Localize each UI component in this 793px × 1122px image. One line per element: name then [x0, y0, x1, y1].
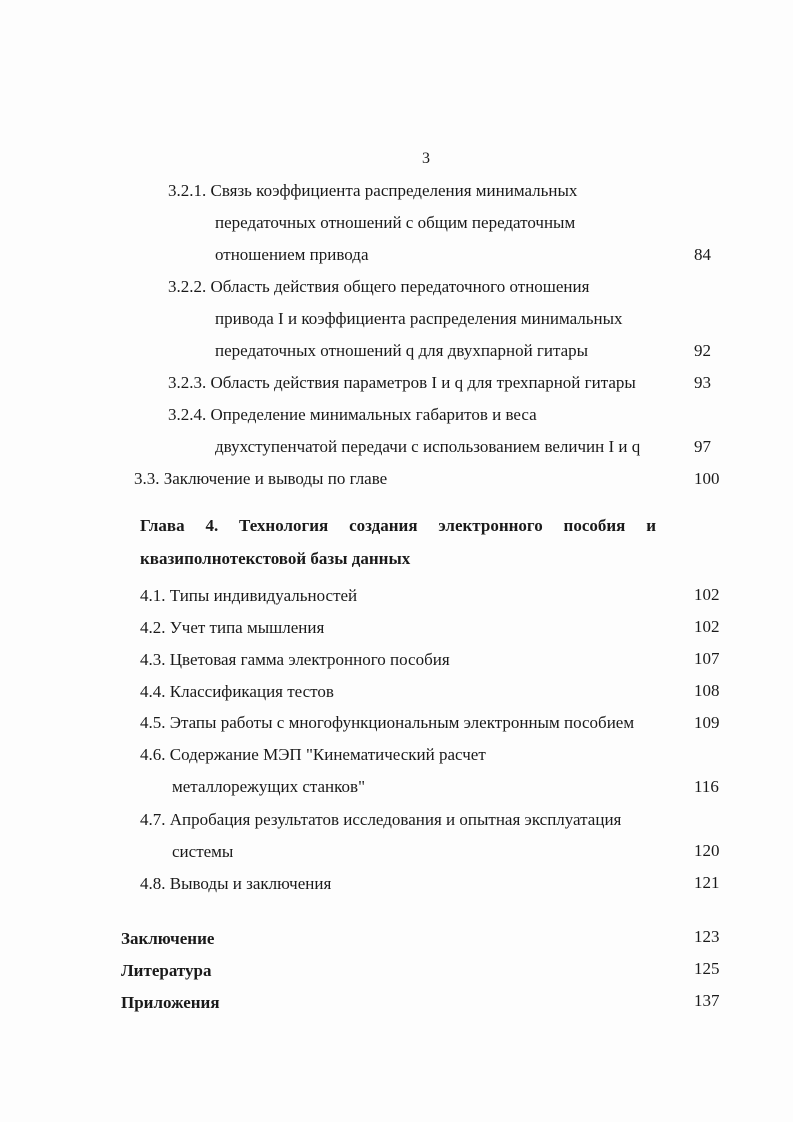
toc-entry-3-2-2-line2: привода I и коэффициента распределения минимальных [215, 309, 623, 328]
toc-literature-page: 125 [694, 959, 720, 978]
toc-literature: Литература [121, 961, 212, 980]
toc-entry-3-2-4-line2: двухступенчатой передачи с использованием величин I и q [215, 437, 641, 456]
toc-entry-4-8: 4.8. Выводы и заключения [140, 874, 332, 893]
toc-appendices-page: 137 [694, 991, 720, 1010]
toc-entry-3-2-2-line3: передаточных отношений q для двухпарной гитары [215, 341, 589, 360]
chapter-4-heading-line2: квазиполнотекстовой базы данных [140, 549, 411, 568]
toc-entry-4-3-page: 107 [694, 649, 720, 668]
toc-entry-3-2-1-line3: отношением привода [215, 245, 369, 264]
toc-entry-4-5-page: 109 [694, 713, 720, 732]
toc-appendices: Приложения [121, 993, 220, 1012]
toc-entry-4-4: 4.4. Классификация тестов [140, 682, 334, 701]
toc-entry-3-2-1-line2: передаточных отношений с общим передаточным [215, 213, 576, 232]
toc-entry-3-3-line1: 3.3. Заключение и выводы по главе [134, 469, 388, 488]
page-number: 3 [422, 150, 430, 167]
toc-entry-3-2-1-line1: 3.2.1. Связь коэффициента распределения минимальных [168, 181, 578, 200]
toc-entry-3-2-2-page: 92 [694, 341, 711, 360]
toc-entry-3-2-2-line1: 3.2.2. Область действия общего передаточного отношения [168, 277, 590, 296]
toc-entry-4-1: 4.1. Типы индивидуальностей [140, 586, 358, 605]
toc-entry-4-7-line1: 4.7. Апробация результатов исследования и опытная эксплуатация [140, 810, 622, 829]
toc-entry-4-5: 4.5. Этапы работы с многофункциональным электронным пособием [140, 713, 635, 732]
chapter-4-heading-line1: Глава 4. Технология создания электронного пособия и [140, 516, 656, 535]
toc-conclusion: Заключение [121, 929, 215, 948]
toc-entry-4-8-page: 121 [694, 873, 720, 892]
toc-entry-3-2-4-page: 97 [694, 437, 711, 456]
toc-entry-4-6-page: 116 [694, 777, 719, 796]
toc-entry-4-2-page: 102 [694, 617, 720, 636]
toc-entry-4-2: 4.2. Учет типа мышления [140, 618, 325, 637]
toc-entry-4-1-page: 102 [694, 585, 720, 604]
toc-entry-4-6-line1: 4.6. Содержание МЭП "Кинематический расчет [140, 745, 486, 764]
toc-entry-4-4-page: 108 [694, 681, 720, 700]
toc-entry-3-2-1-page: 84 [694, 245, 711, 264]
toc-entry-3-2-3-page: 93 [694, 373, 711, 392]
toc-entry-4-6-line2: металлорежущих станков" [172, 777, 366, 796]
toc-entry-3-2-3-line1: 3.2.3. Область действия параметров I и q для трехпарной гитары [168, 373, 636, 392]
toc-entry-3-2-4-line1: 3.2.4. Определение минимальных габаритов и веса [168, 405, 537, 424]
toc-entry-4-7-line2: системы [172, 842, 234, 861]
toc-entry-3-3-page: 100 [694, 469, 720, 488]
toc-entry-4-7-page: 120 [694, 841, 720, 860]
toc-conclusion-page: 123 [694, 927, 720, 946]
toc-entry-4-3: 4.3. Цветовая гамма электронного пособия [140, 650, 450, 669]
